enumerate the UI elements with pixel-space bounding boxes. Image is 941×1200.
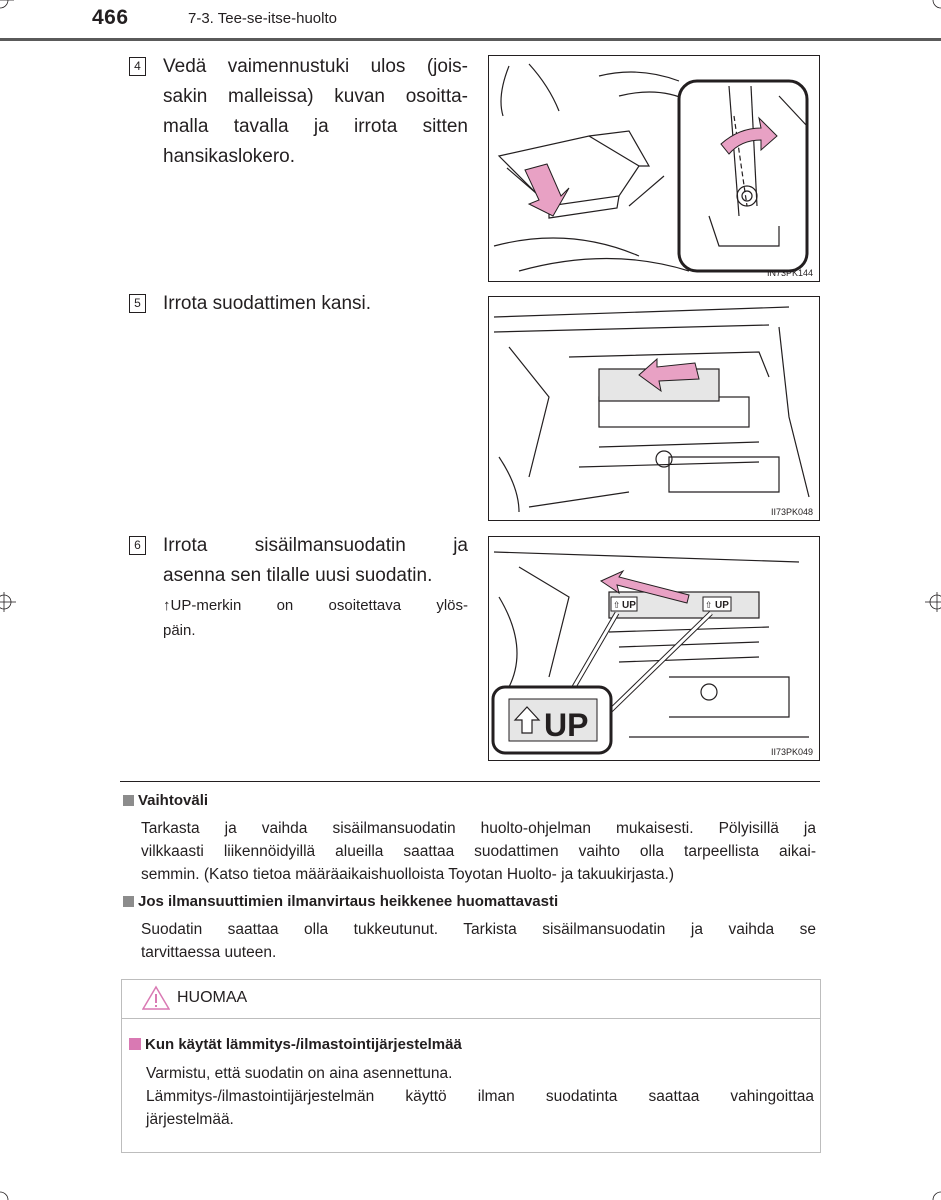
step-number-box: 6 — [129, 536, 146, 555]
up-label: UP — [622, 600, 636, 611]
step-text-line: asenna sen tilalle uusi suodatin. — [163, 565, 433, 586]
note-line: päin. — [163, 622, 196, 639]
step-text-line: malla tavalla ja irrota sitten — [163, 116, 468, 137]
up-label-large: UP — [544, 707, 589, 743]
figure-code: II73PK048 — [770, 507, 813, 517]
caution-divider — [122, 1018, 820, 1019]
figure-code: IN73PK144 — [766, 268, 813, 278]
paragraph-line: tarvittaessa uuteen. — [141, 944, 277, 961]
section-divider — [120, 781, 820, 782]
heading-square-icon — [123, 896, 134, 907]
note-line: ↑UP-merkin on osoitettava ylös- — [163, 597, 468, 614]
step-text-line: Irrota sisäilmansuodatin ja — [163, 535, 468, 556]
warning-triangle-icon — [142, 985, 170, 1011]
header-rule — [0, 38, 941, 41]
section-heading-text: Jos ilmansuuttimien ilmanvirtaus heikkenee huomattavasti — [138, 893, 559, 910]
figure-filter-cover — [488, 296, 820, 521]
step-number-box: 5 — [129, 294, 146, 313]
caution-line: järjestelmää. — [146, 1111, 234, 1128]
up-arrow-icon: ⇧ — [613, 601, 621, 611]
filter-replace-illustration — [489, 537, 819, 760]
step-text-line: Vedä vaimennustuki ulos (jois- — [163, 56, 468, 77]
crop-mark-bottom-right — [927, 1186, 941, 1200]
section-heading — [123, 893, 558, 910]
caution-heading-text: Kun käytät lämmitys-/ilmastointijärjestelmää — [145, 1036, 462, 1053]
page-number: 466 — [92, 6, 129, 29]
section-heading-text: Vaihtoväli — [138, 792, 209, 809]
heading-square-icon — [123, 795, 134, 806]
crop-mark-top-right — [927, 0, 941, 14]
section-title: 7-3. Tee-se-itse-huolto — [188, 10, 337, 27]
paragraph-line: semmin. (Katso tietoa määräaikaishuolloista Toyotan Huolto- ja takuukirjasta.) — [141, 866, 674, 883]
filter-cover-illustration — [489, 297, 819, 520]
step-text-line: hansikaslokero. — [163, 146, 296, 167]
section-paragraph — [141, 817, 816, 886]
caution-text — [146, 1062, 814, 1131]
crop-mark-bottom-left — [0, 1186, 14, 1200]
caution-line: Lämmitys-/ilmastointijärjestelmän käyttö ilman suodatinta saattaa vahingoittaa — [146, 1088, 814, 1105]
caution-line: Varmistu, että suodatin on aina asennettuna. — [146, 1065, 453, 1082]
caution-box — [121, 979, 821, 1153]
section-paragraph — [141, 918, 816, 964]
figure-glovebox-removal — [488, 55, 820, 282]
crop-mark-left-middle — [0, 590, 20, 614]
caution-heading — [129, 1036, 462, 1053]
up-label: UP — [715, 600, 729, 611]
paragraph-line: vilkkaasti liikennöidyillä alueilla saattaa suodattimen vaihto olla tarpeellista aikai- — [141, 843, 816, 860]
figure-code: II73PK049 — [770, 747, 813, 757]
step-text-line: Irrota suodattimen kansi. — [163, 293, 372, 314]
glovebox-illustration — [489, 56, 819, 281]
step-text-line: sakin malleissa) kuvan osoitta- — [163, 86, 468, 107]
caution-title: HUOMAA — [177, 989, 248, 1006]
crop-mark-top-left — [0, 0, 14, 14]
paragraph-line: Suodatin saattaa olla tukkeutunut. Tarkista sisäilmansuodatin ja vaihda se — [141, 921, 816, 938]
step-number-box: 4 — [129, 57, 146, 76]
figure-filter-replace — [488, 536, 820, 761]
section-heading — [123, 792, 208, 809]
heading-square-icon — [129, 1038, 141, 1050]
step-4-text — [163, 52, 468, 172]
step-5-text — [163, 289, 468, 319]
crop-mark-right-middle — [921, 590, 941, 614]
up-arrow-icon: ⇧ — [705, 601, 713, 611]
paragraph-line: Tarkasta ja vaihda sisäilmansuodatin huolto-ohjelman mukaisesti. Pölyisillä ja — [141, 820, 816, 837]
step-6-text — [163, 531, 468, 643]
step-note — [163, 593, 468, 643]
